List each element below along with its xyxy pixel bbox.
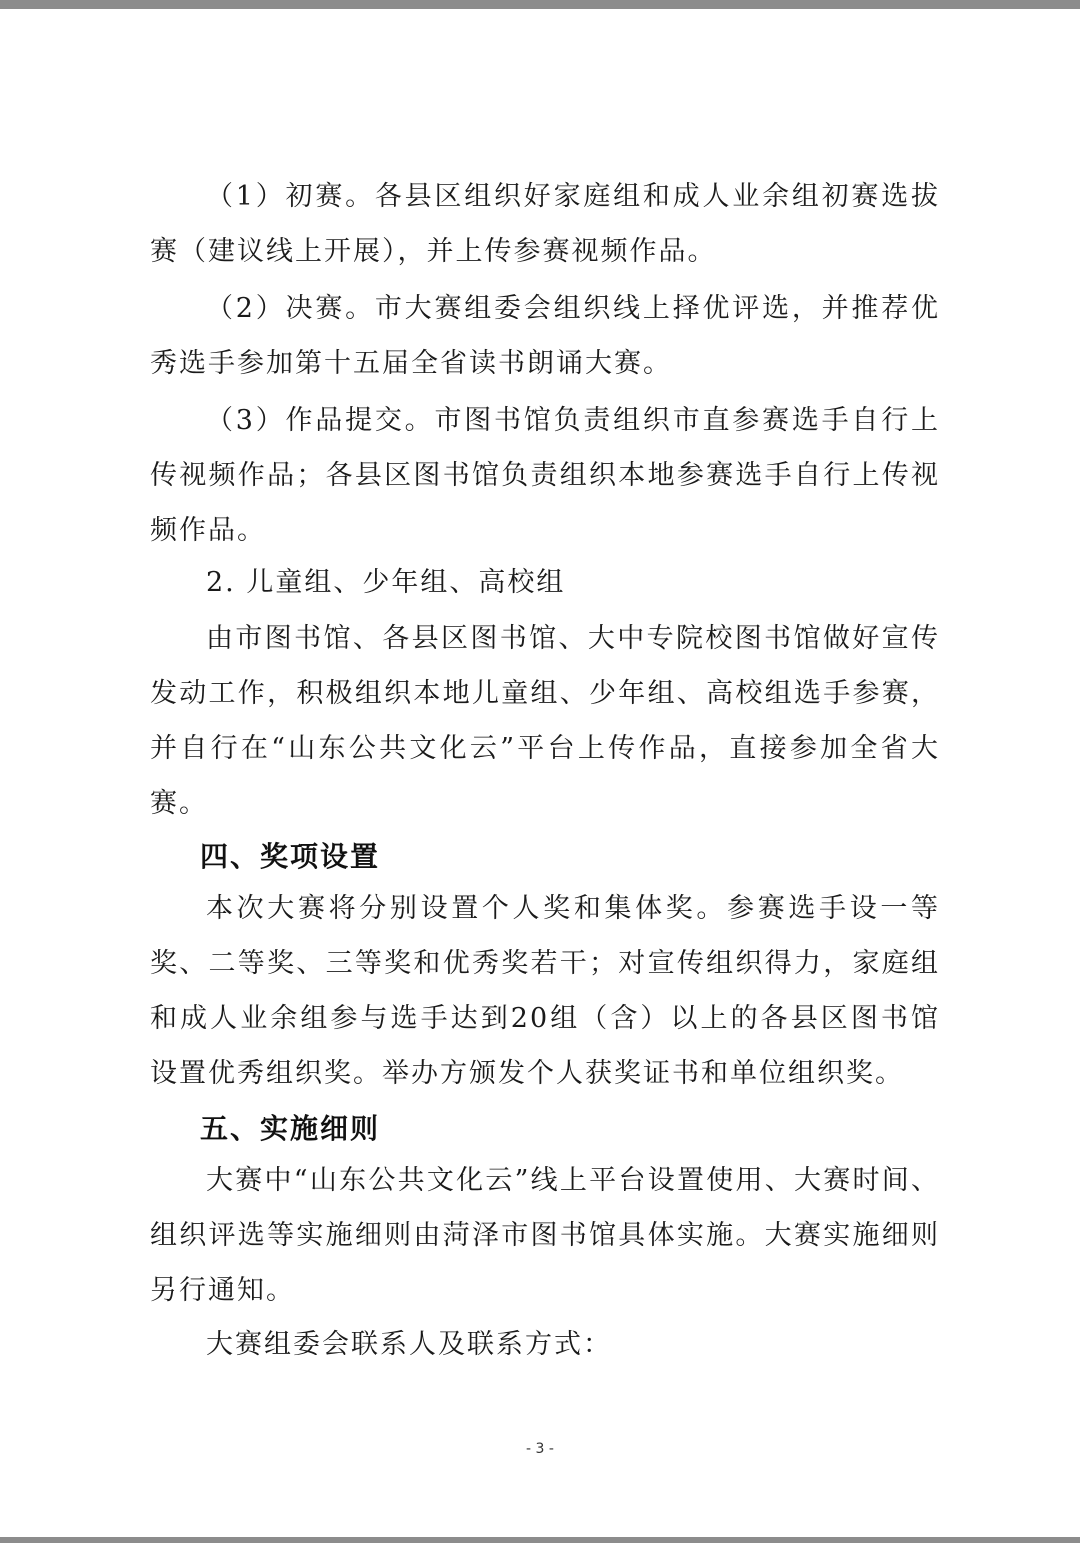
- paragraph-implementation: 大赛中“山东公共文化云”线上平台设置使用、大赛时间、组织评选等实施细则由菏泽市图书馆具体实施。大赛实施细则另行通知。: [150, 1165, 940, 1306]
- paragraph-preliminary: （1）初赛。各县区组织好家庭组和成人业余组初赛选拔赛（建议线上开展），并上传参赛视频作品。: [150, 181, 940, 267]
- page-number: - 3 -: [526, 1441, 554, 1457]
- paragraph-contact: 大赛组委会联系人及联系方式：: [206, 1329, 612, 1360]
- paragraph-final: （2）决赛。市大赛组委会组织线上择优评选，并推荐优秀选手参加第十五届全省读书朗诵大赛。: [150, 293, 940, 379]
- paragraph-group-desc: 由市图书馆、各县区图书馆、大中专院校图书馆做好宣传发动工作，积极组织本地儿童组、少年组、高校组选手参赛，并自行在“山东公共文化云”平台上传作品，直接参加全省大赛。: [150, 623, 940, 819]
- paragraph-group-title: 2. 儿童组、少年组、高校组: [206, 567, 566, 598]
- heading-awards: 四、奖项设置: [200, 840, 381, 873]
- heading-implementation: 五、实施细则: [200, 1112, 381, 1145]
- paragraph-submission: （3）作品提交。市图书馆负责组织市直参赛选手自行上传视频作品；各县区图书馆负责组织本地参赛选手自行上传视频作品。: [150, 405, 940, 546]
- paragraph-awards: 本次大赛将分别设置个人奖和集体奖。参赛选手设一等奖、二等奖、三等奖和优秀奖若干；对宣传组织得力，家庭组和成人业余组参与选手达到20组（含）以上的各县区图书馆设置优秀组织奖。举办方颁发个人获奖证书和单位组织奖。: [150, 893, 940, 1089]
